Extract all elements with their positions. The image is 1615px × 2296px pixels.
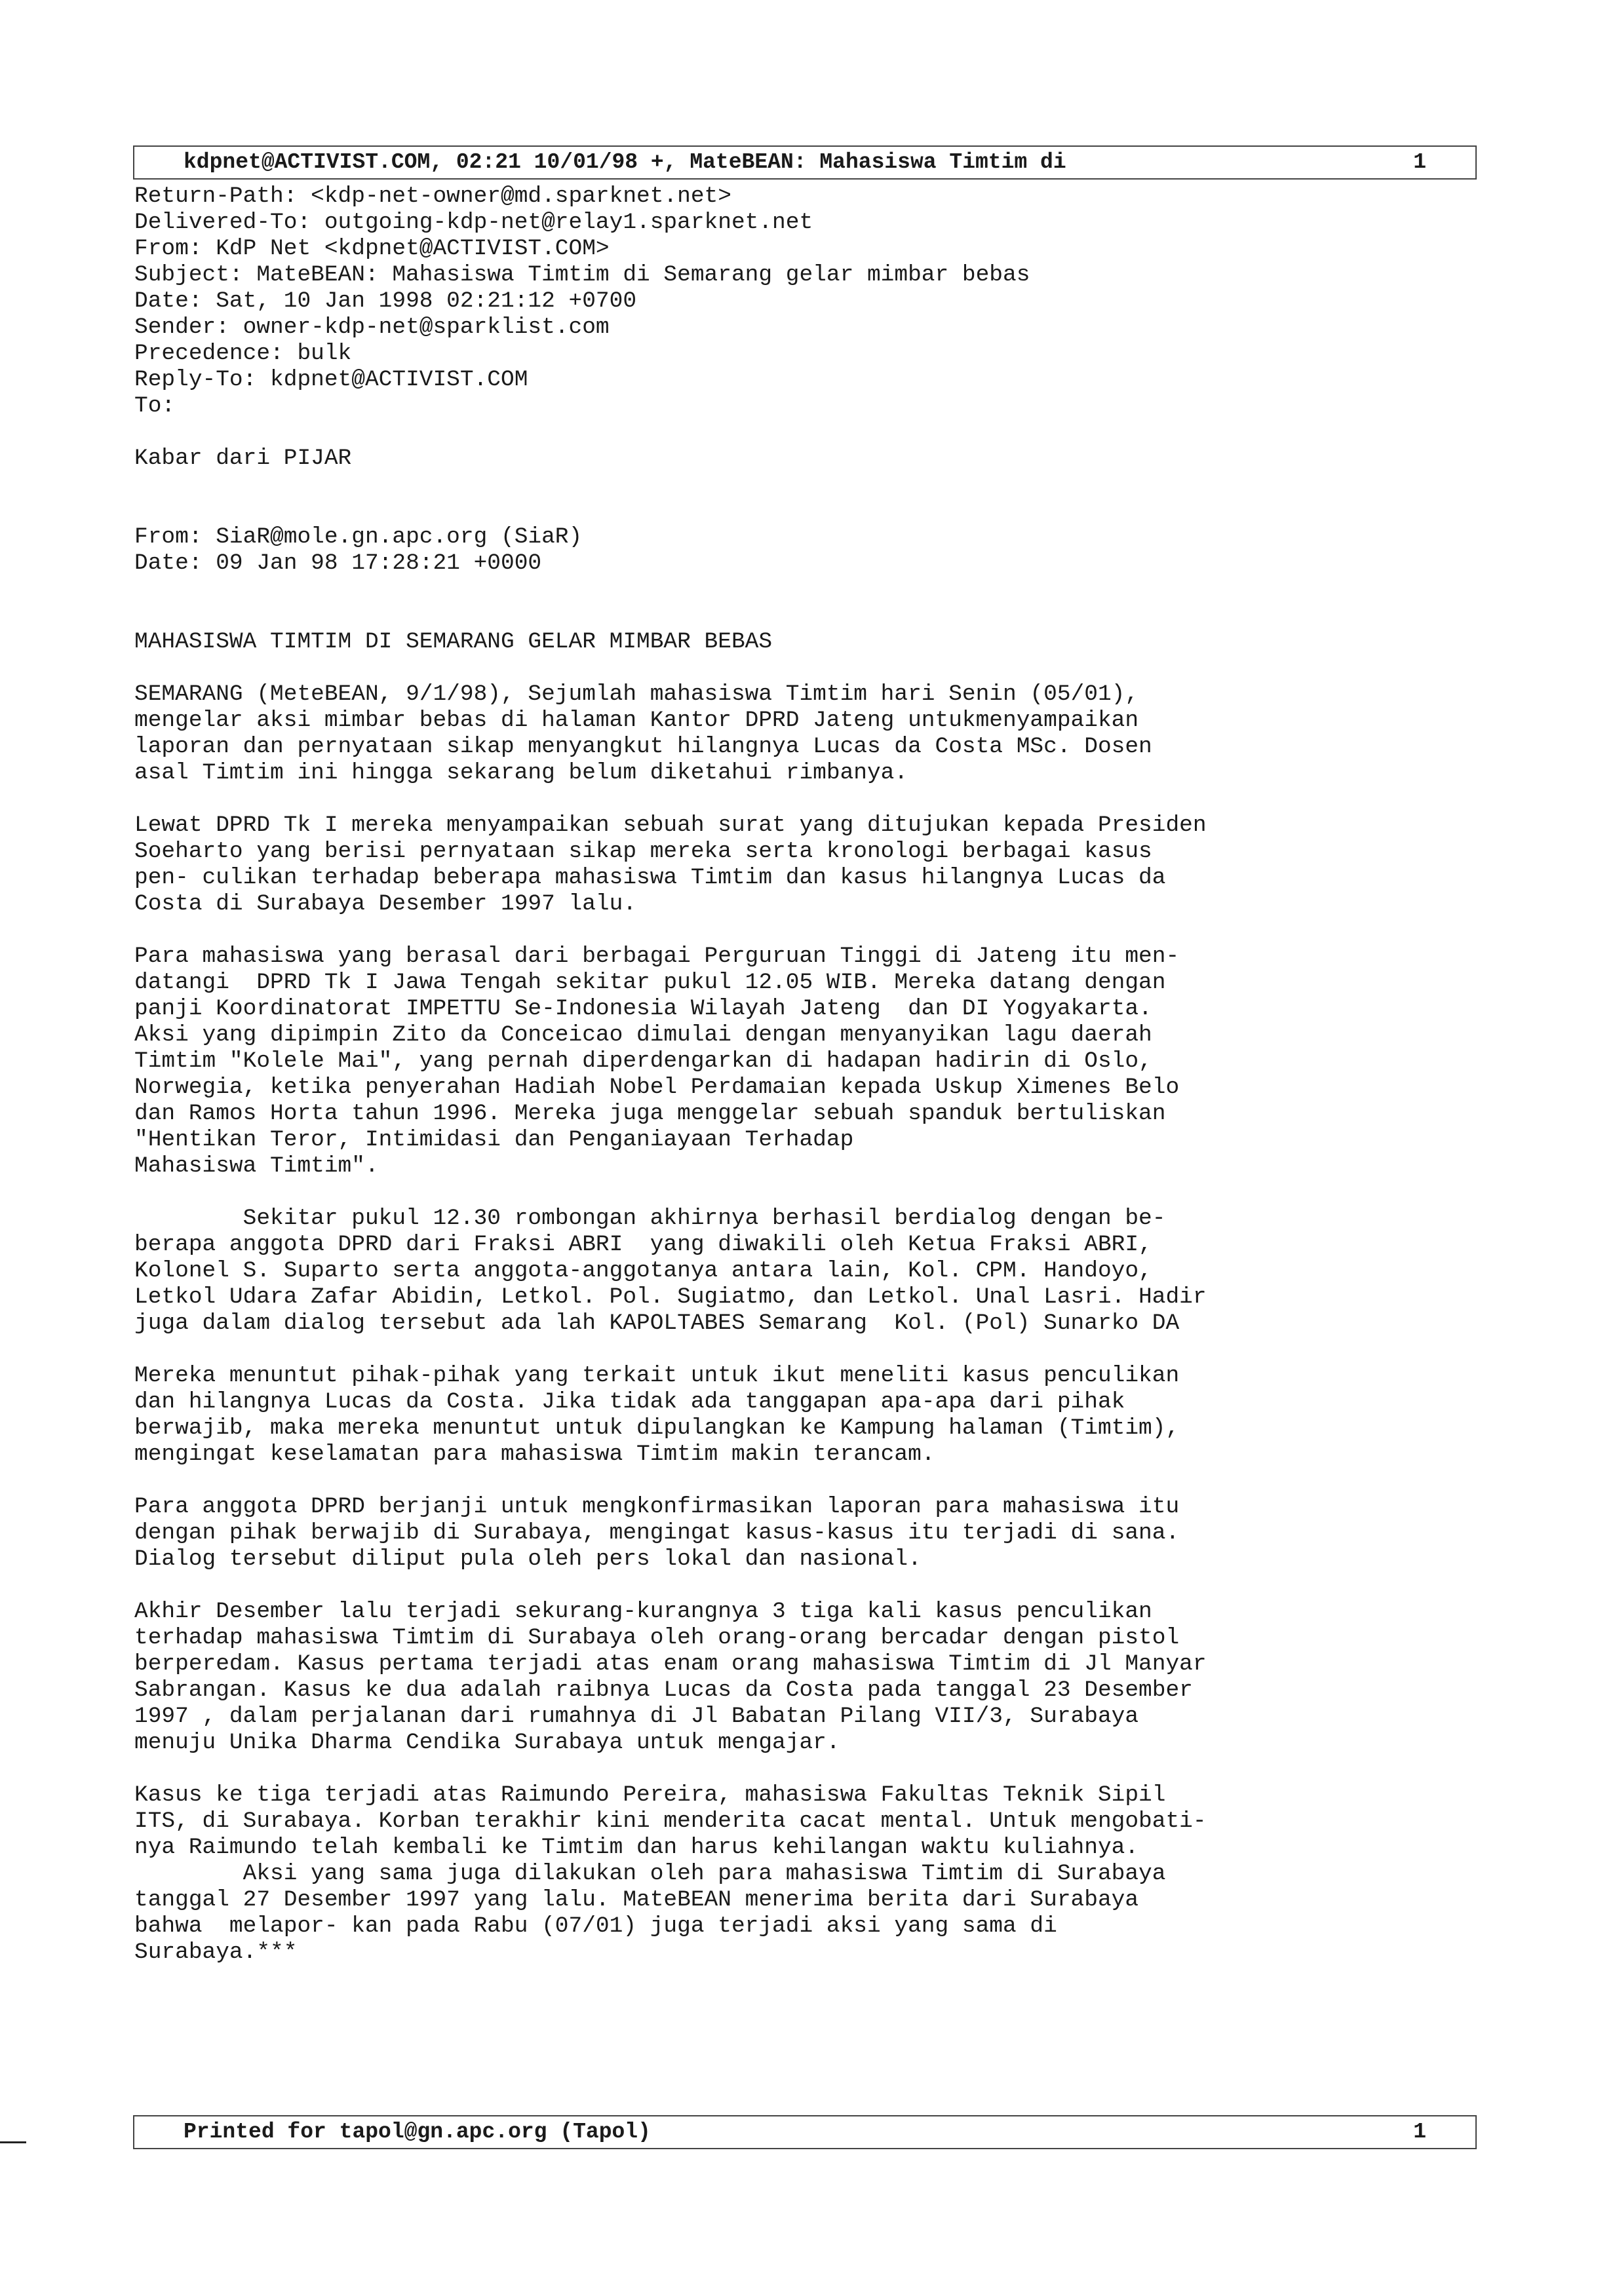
text-line: Return-Path: <kdp-net-owner@md.sparknet.net> xyxy=(134,183,731,209)
text-line: 1997 , dalam perjalanan dari rumahnya di Jl Babatan Pilang VII/3, Surabaya xyxy=(134,1704,1139,1729)
text-line: Mahasiswa Timtim". xyxy=(134,1153,379,1179)
text-line: berperedam. Kasus pertama terjadi atas enam orang mahasiswa Timtim di Jl Manyar xyxy=(134,1651,1207,1677)
blank-line xyxy=(134,1573,1471,1599)
text-line: Reply-To: kdpnet@ACTIVIST.COM xyxy=(134,367,528,392)
text-line: dan Ramos Horta tahun 1996. Mereka juga menggelar sebuah spanduk bertuliskan xyxy=(134,1101,1166,1126)
text-line: SEMARANG (MeteBEAN, 9/1/98), Sejumlah mahasiswa Timtim hari Senin (05/01), xyxy=(134,681,1139,707)
text-line: Date: 09 Jan 98 17:28:21 +0000 xyxy=(134,550,542,576)
text-line: Para mahasiswa yang berasal dari berbagai Perguruan Tinggi di Jateng itu men- xyxy=(134,944,1180,969)
text-line: juga dalam dialog tersebut ada lah KAPOLTABES Semarang Kol. (Pol) Sunarko DA xyxy=(134,1311,1180,1336)
text-line: Sabrangan. Kasus ke dua adalah raibnya Lucas da Costa pada tanggal 23 Desember xyxy=(134,1677,1193,1703)
text-line: Aksi yang sama juga dilakukan oleh para mahasiswa Timtim di Surabaya xyxy=(134,1861,1166,1886)
text-line: Letkol Udara Zafar Abidin, Letkol. Pol. Sugiatmo, dan Letkol. Unal Lasri. Hadir xyxy=(134,1284,1207,1310)
text-line: From: SiaR@mole.gn.apc.org (SiaR) xyxy=(134,524,583,550)
text-line: Kabar dari PIJAR xyxy=(134,446,352,471)
text-line: pen- culikan terhadap beberapa mahasiswa Timtim dan kasus hilangnya Lucas da xyxy=(134,865,1166,890)
text-line: dan hilangnya Lucas da Costa. Jika tidak ada tanggapan apa-apa dari pihak xyxy=(134,1389,1125,1415)
text-line: Sender: owner-kdp-net@sparklist.com xyxy=(134,315,610,340)
text-line: From: KdP Net <kdpnet@ACTIVIST.COM> xyxy=(134,236,610,261)
blank-line xyxy=(134,655,1471,681)
text-line: datangi DPRD Tk I Jawa Tengah sekitar pukul 12.05 WIB. Mereka datang dengan xyxy=(134,970,1166,995)
text-line: nya Raimundo telah kembali ke Timtim dan harus kehilangan waktu kuliahnya. xyxy=(134,1835,1139,1860)
print-footer-printed-for: Printed for tapol@gn.apc.org (Tapol) xyxy=(184,2120,651,2144)
text-line: tanggal 27 Desember 1997 yang lalu. MateBEAN menerima berita dari Surabaya xyxy=(134,1887,1139,1913)
blank-line xyxy=(134,472,1471,498)
print-header-title: kdpnet@ACTIVIST.COM, 02:21 10/01/98 +, MateBEAN: Mahasiswa Timtim di xyxy=(184,150,1066,174)
text-line: panji Koordinatorat IMPETTU Se-Indonesia Wilayah Jateng dan DI Yogyakarta. xyxy=(134,996,1152,1022)
text-line: "Hentikan Teror, Intimidasi dan Penganiayaan Terhadap xyxy=(134,1127,854,1153)
print-header-page-number: 1 xyxy=(1413,150,1426,174)
text-line: menuju Unika Dharma Cendika Surabaya untuk mengajar. xyxy=(134,1730,840,1755)
blank-line xyxy=(134,1756,1471,1782)
text-line: ITS, di Surabaya. Korban terakhir kini menderita cacat mental. Untuk mengobati- xyxy=(134,1808,1207,1834)
blank-line xyxy=(134,786,1471,813)
blank-line xyxy=(134,577,1471,603)
blank-line xyxy=(134,603,1471,629)
print-footer-page-number: 1 xyxy=(1413,2120,1426,2144)
text-line: MAHASISWA TIMTIM DI SEMARANG GELAR MIMBAR BEBAS xyxy=(134,629,773,655)
text-line: laporan dan pernyataan sikap menyangkut hilangnya Lucas da Costa MSc. Dosen xyxy=(134,734,1152,759)
text-line: Dialog tersebut diliput pula oleh pers lokal dan nasional. xyxy=(134,1546,922,1572)
text-line: Costa di Surabaya Desember 1997 lalu. xyxy=(134,891,637,917)
text-line: berapa anggota DPRD dari Fraksi ABRI yang diwakili oleh Ketua Fraksi ABRI, xyxy=(134,1232,1152,1257)
text-line: Akhir Desember lalu terjadi sekurang-kurangnya 3 tiga kali kasus penculikan xyxy=(134,1599,1152,1624)
print-footer-bar xyxy=(133,2115,1477,2149)
text-line: Para anggota DPRD berjanji untuk mengkonfirmasikan laporan para mahasiswa itu xyxy=(134,1494,1180,1520)
blank-line xyxy=(134,419,1471,446)
blank-line xyxy=(134,1468,1471,1494)
text-line: Delivered-To: outgoing-kdp-net@relay1.sparknet.net xyxy=(134,210,813,235)
text-line: Kolonel S. Suparto serta anggota-anggotanya antara lain, Kol. CPM. Handoyo, xyxy=(134,1258,1152,1284)
text-line: bahwa melapor- kan pada Rabu (07/01) juga terjadi aksi yang sama di xyxy=(134,1913,1057,1939)
print-header-bar xyxy=(133,145,1477,180)
text-line: Date: Sat, 10 Jan 1998 02:21:12 +0700 xyxy=(134,288,637,314)
text-line: Precedence: bulk xyxy=(134,341,352,366)
text-line: Lewat DPRD Tk I mereka menyampaikan sebuah surat yang ditujukan kepada Presiden xyxy=(134,813,1207,838)
blank-line xyxy=(134,1179,1471,1206)
text-line: To: xyxy=(134,393,176,419)
blank-line xyxy=(134,498,1471,524)
text-line: mengelar aksi mimbar bebas di halaman Kantor DPRD Jateng untukmenyampaikan xyxy=(134,708,1139,733)
text-line: Sekitar pukul 12.30 rombongan akhirnya berhasil berdialog dengan be- xyxy=(134,1206,1166,1231)
text-line: Timtim "Kolele Mai", yang pernah diperdengarkan di hadapan hadirin di Oslo, xyxy=(134,1048,1152,1074)
blank-line xyxy=(134,917,1471,944)
text-line: mengingat keselamatan para mahasiswa Timtim makin terancam. xyxy=(134,1442,935,1467)
text-line: dengan pihak berwajib di Surabaya, mengingat kasus-kasus itu terjadi di sana. xyxy=(134,1520,1180,1546)
text-line: Aksi yang dipimpin Zito da Conceicao dimulai dengan menyanyikan lagu daerah xyxy=(134,1022,1152,1048)
text-line: berwajib, maka mereka menuntut untuk dipulangkan ke Kampung halaman (Timtim), xyxy=(134,1415,1180,1441)
blank-line xyxy=(134,1337,1471,1363)
text-line: Norwegia, ketika penyerahan Hadiah Nobel Perdamaian kepada Uskup Ximenes Belo xyxy=(134,1075,1180,1100)
text-line: asal Timtim ini hingga sekarang belum diketahui rimbanya. xyxy=(134,760,908,786)
text-line: terhadap mahasiswa Timtim di Surabaya oleh orang-orang bercadar dengan pistol xyxy=(134,1625,1180,1651)
text-line: Subject: MateBEAN: Mahasiswa Timtim di Semarang gelar mimbar bebas xyxy=(134,262,1030,288)
text-line: Kasus ke tiga terjadi atas Raimundo Pereira, mahasiswa Fakultas Teknik Sipil xyxy=(134,1782,1166,1808)
email-body xyxy=(134,183,1471,1966)
margin-mark xyxy=(0,2141,26,2143)
text-line: Mereka menuntut pihak-pihak yang terkait untuk ikut meneliti kasus penculikan xyxy=(134,1363,1180,1388)
text-line: Surabaya.*** xyxy=(134,1940,298,1965)
text-line: Soeharto yang berisi pernyataan sikap mereka serta kronologi berbagai kasus xyxy=(134,839,1152,864)
